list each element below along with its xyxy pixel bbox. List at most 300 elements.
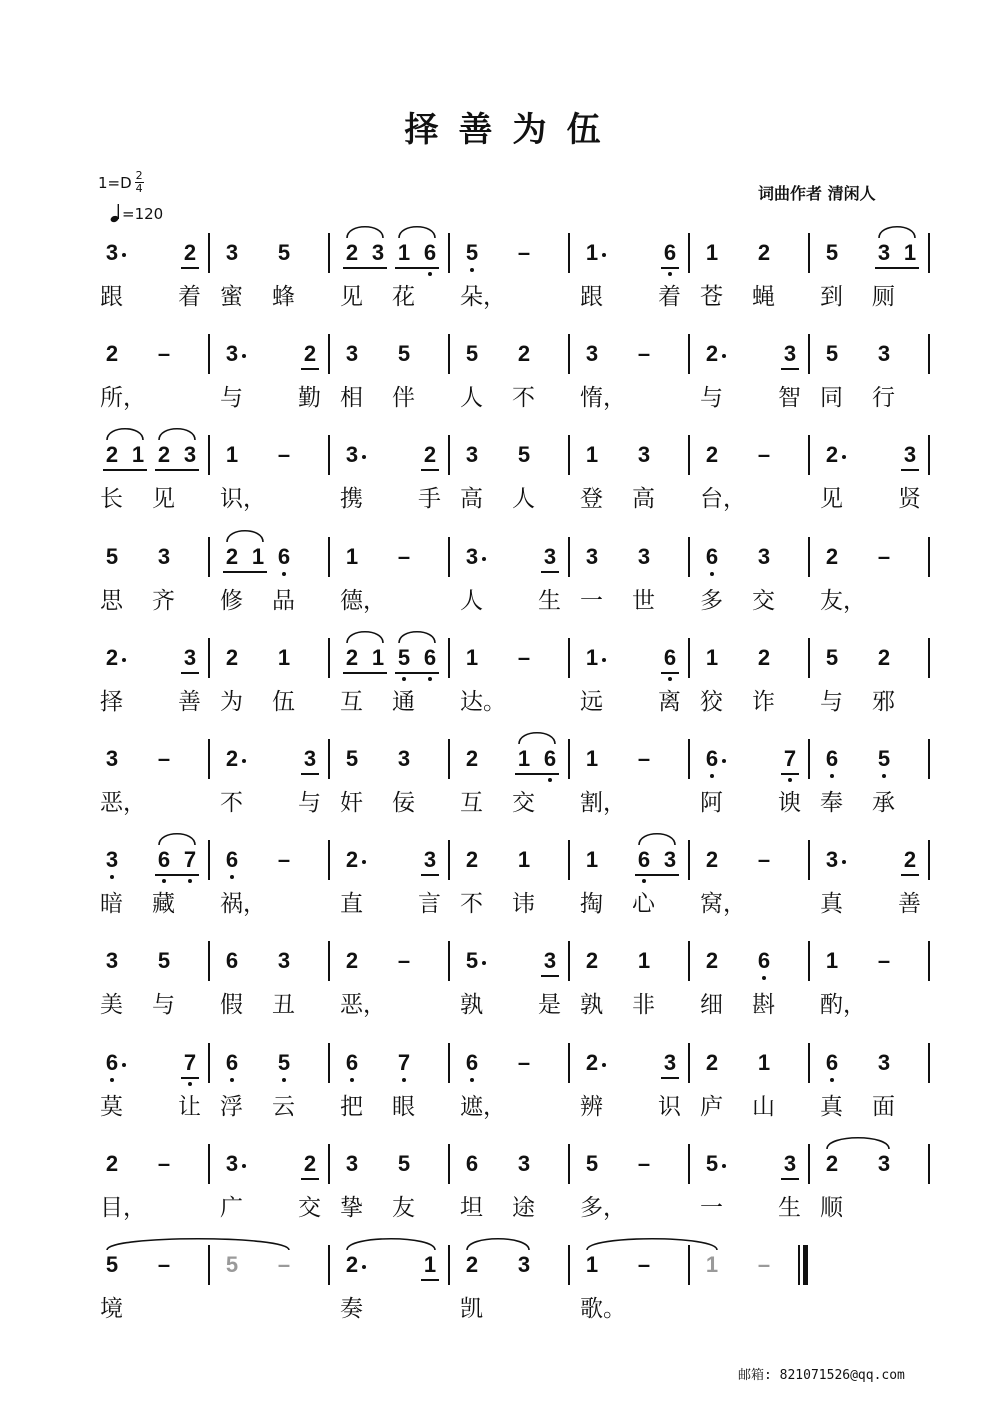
lyric-syllable: 蜜 <box>220 284 243 310</box>
underline-beam <box>223 571 267 573</box>
note: 2 <box>825 442 839 467</box>
lyric-syllable: 真 <box>820 1094 843 1120</box>
note: 2 <box>183 240 197 265</box>
note: 3 <box>303 746 317 771</box>
lyric-syllable: 歌。 <box>580 1296 626 1322</box>
bar-line <box>808 537 810 577</box>
bar-line <box>328 941 330 981</box>
note: 2 <box>825 1151 839 1176</box>
augmentation-dot <box>482 961 486 965</box>
note: 5 <box>825 341 839 366</box>
underline-beam <box>103 469 147 471</box>
note: 2 <box>465 1252 479 1277</box>
note: 5 <box>705 1151 719 1176</box>
bar-line <box>808 739 810 779</box>
lyric-syllable: 佞 <box>392 790 415 816</box>
lyric-syllable: 人 <box>460 385 483 411</box>
lyric-syllable: 坦 <box>460 1195 483 1221</box>
note: 3 <box>543 544 557 569</box>
underline-beam <box>875 267 919 269</box>
bar-line <box>568 638 570 678</box>
note: 2 <box>345 948 359 973</box>
dash-extension: – <box>637 1252 651 1277</box>
bar-line <box>328 334 330 374</box>
note: 2 <box>705 948 719 973</box>
underline-beam <box>181 672 199 674</box>
note: 5 <box>397 341 411 366</box>
lyric-syllable: 蜂 <box>272 284 295 310</box>
note: 2 <box>225 746 239 771</box>
augmentation-dot <box>242 759 246 763</box>
note: 3 <box>663 1050 677 1075</box>
low-octave-dot <box>230 875 234 879</box>
lyric-syllable: 跟 <box>580 284 603 310</box>
underline-beam <box>301 773 319 775</box>
note: 1 <box>225 442 239 467</box>
bar-line <box>808 941 810 981</box>
dash-extension: – <box>637 746 651 771</box>
low-octave-dot <box>642 879 646 883</box>
final-bar-thick <box>803 1245 808 1285</box>
lyric-syllable: 修 <box>220 588 243 614</box>
augmentation-dot <box>842 860 846 864</box>
lyric-syllable: 识 <box>658 1094 681 1120</box>
lyric-syllable: 境 <box>100 1296 123 1322</box>
bar-line <box>688 739 690 779</box>
lyric-syllable: 不 <box>220 790 243 816</box>
underline-beam <box>661 1077 679 1079</box>
lyric-syllable: 目， <box>100 1195 146 1221</box>
lyric-syllable: 心 <box>632 891 655 917</box>
lyric-syllable: 生 <box>538 588 561 614</box>
note: 3 <box>517 1151 531 1176</box>
bar-line <box>208 334 210 374</box>
lyric-syllable: 贤 <box>898 486 921 512</box>
bar-line <box>688 334 690 374</box>
lyric-syllable: 美 <box>100 992 123 1018</box>
note: 2 <box>705 442 719 467</box>
bar-line <box>928 1043 930 1083</box>
note: 3 <box>637 442 651 467</box>
lyric-syllable: 途 <box>512 1195 535 1221</box>
note: 1 <box>131 442 145 467</box>
note: 3 <box>585 341 599 366</box>
note: 6 <box>465 1050 479 1075</box>
lyric-syllable: 见 <box>152 486 175 512</box>
lyric-syllable: 见 <box>340 284 363 310</box>
lyric-syllable: 携 <box>340 486 363 512</box>
note: 2 <box>105 442 119 467</box>
underline-beam <box>301 1178 319 1180</box>
bar-line <box>208 638 210 678</box>
lyric-syllable: 蝇 <box>752 284 775 310</box>
bar-line <box>568 1043 570 1083</box>
note: 7 <box>783 746 797 771</box>
low-octave-dot <box>428 677 432 681</box>
dash-extension: – <box>517 1050 531 1075</box>
note: 3 <box>397 746 411 771</box>
note: 5 <box>585 1151 599 1176</box>
lyric-syllable: 厕 <box>872 284 895 310</box>
note: 3 <box>517 1252 531 1277</box>
low-octave-dot <box>282 572 286 576</box>
note: 5 <box>397 1151 411 1176</box>
lyric-syllable: 阿 <box>700 790 723 816</box>
low-octave-dot <box>402 1078 406 1082</box>
note: 6 <box>543 746 557 771</box>
lyric-syllable: 孰 <box>460 992 483 1018</box>
note: 2 <box>345 1252 359 1277</box>
note: 3 <box>757 544 771 569</box>
note: 3 <box>225 341 239 366</box>
lyric-syllable: 手 <box>418 486 441 512</box>
lyric-syllable: 识， <box>220 486 266 512</box>
note: 5 <box>465 341 479 366</box>
lyric-syllable: 面 <box>872 1094 895 1120</box>
note: 1 <box>277 645 291 670</box>
underline-beam <box>181 1077 199 1079</box>
note: 2 <box>585 1050 599 1075</box>
note: 5 <box>345 746 359 771</box>
lyric-syllable: 奏 <box>340 1296 363 1322</box>
note: 2 <box>517 341 531 366</box>
low-octave-dot <box>282 1078 286 1082</box>
note: 5 <box>465 948 479 973</box>
note: 2 <box>225 544 239 569</box>
bar-line <box>808 840 810 880</box>
underline-beam <box>661 672 679 674</box>
lyric-syllable: 苍 <box>700 284 723 310</box>
lyric-syllable: 多 <box>700 588 723 614</box>
note: 6 <box>465 1151 479 1176</box>
bar-line <box>328 840 330 880</box>
low-octave-dot <box>428 272 432 276</box>
lyric-syllable: 诈 <box>752 689 775 715</box>
lyric-syllable: 交 <box>752 588 775 614</box>
augmentation-dot <box>482 557 486 561</box>
bar-line <box>208 537 210 577</box>
note: 3 <box>903 442 917 467</box>
low-octave-dot <box>470 268 474 272</box>
note: 7 <box>183 847 197 872</box>
lyric-syllable: 奸 <box>340 790 363 816</box>
low-octave-dot <box>230 1078 234 1082</box>
note: 2 <box>303 1151 317 1176</box>
note: 5 <box>397 645 411 670</box>
bar-line <box>328 537 330 577</box>
low-octave-dot <box>188 879 192 883</box>
note: 3 <box>225 1151 239 1176</box>
note: 2 <box>465 746 479 771</box>
note: 5 <box>277 1050 291 1075</box>
lyric-syllable: 德， <box>340 588 386 614</box>
bar-line <box>448 1043 450 1083</box>
bar-line <box>808 334 810 374</box>
bar-line <box>688 638 690 678</box>
lyric-syllable: 友， <box>820 588 866 614</box>
underline-beam <box>901 469 919 471</box>
bar-line <box>568 334 570 374</box>
lyric-syllable: 直 <box>340 891 363 917</box>
note: 7 <box>397 1050 411 1075</box>
augmentation-dot <box>242 354 246 358</box>
dash-extension: – <box>877 948 891 973</box>
augmentation-dot <box>122 253 126 257</box>
lyric-syllable: 与 <box>298 790 321 816</box>
tempo-value: =120 <box>122 205 164 223</box>
bar-line <box>928 1144 930 1184</box>
final-bar-thin <box>798 1245 800 1285</box>
underline-beam <box>421 1279 439 1281</box>
note: 1 <box>517 847 531 872</box>
dash-extension: – <box>637 341 651 366</box>
bar-line <box>328 233 330 273</box>
note: 1 <box>637 948 651 973</box>
low-octave-dot <box>548 778 552 782</box>
note: 3 <box>105 746 119 771</box>
lyric-syllable: 为 <box>220 689 243 715</box>
bar-line <box>208 1245 210 1285</box>
note: 1 <box>345 544 359 569</box>
note: 3 <box>371 240 385 265</box>
note: 2 <box>705 847 719 872</box>
dash-extension: – <box>277 847 291 872</box>
note: 6 <box>225 1050 239 1075</box>
bar-line <box>328 638 330 678</box>
dash-extension: – <box>757 1252 771 1277</box>
bar-line <box>448 233 450 273</box>
note: 1 <box>517 746 531 771</box>
note: 6 <box>757 948 771 973</box>
lyric-syllable: 互 <box>340 689 363 715</box>
bar-line <box>208 435 210 475</box>
bar-line <box>448 840 450 880</box>
note: 6 <box>663 645 677 670</box>
lyric-syllable: 勤 <box>298 385 321 411</box>
note: 3 <box>465 544 479 569</box>
lyric-syllable: 莫 <box>100 1094 123 1120</box>
bar-line <box>328 1144 330 1184</box>
bar-line <box>208 1144 210 1184</box>
lyric-syllable: 伴 <box>392 385 415 411</box>
note: 6 <box>105 1050 119 1075</box>
lyric-syllable: 挚 <box>340 1195 363 1221</box>
augmentation-dot <box>362 455 366 459</box>
low-octave-dot <box>668 272 672 276</box>
bar-line <box>688 537 690 577</box>
bar-line <box>568 233 570 273</box>
lyric-syllable: 跟 <box>100 284 123 310</box>
lyric-syllable: 齐 <box>152 588 175 614</box>
low-octave-dot <box>710 572 714 576</box>
underline-beam <box>781 1178 799 1180</box>
bar-line <box>928 941 930 981</box>
lyric-syllable: 着 <box>178 284 201 310</box>
underline-beam <box>661 267 679 269</box>
note: 6 <box>637 847 651 872</box>
lyric-syllable: 品 <box>272 588 295 614</box>
song-title: 择善为伍 <box>404 110 621 150</box>
bar-line <box>448 1245 450 1285</box>
low-octave-dot <box>350 1078 354 1082</box>
lyric-syllable: 酌， <box>820 992 866 1018</box>
lyric-syllable: 着 <box>658 284 681 310</box>
lyric-syllable: 与 <box>700 385 723 411</box>
note: 1 <box>705 645 719 670</box>
bar-line <box>928 435 930 475</box>
lyric-syllable: 是 <box>538 992 561 1018</box>
bar-line <box>448 435 450 475</box>
lyric-syllable: 生 <box>778 1195 801 1221</box>
lyric-syllable: 狡 <box>700 689 723 715</box>
note: 2 <box>757 645 771 670</box>
dash-extension: – <box>397 948 411 973</box>
composer-credit: 词曲作者 清闲人 <box>758 184 876 203</box>
lyric-syllable: 藏 <box>152 891 175 917</box>
time-signature-top: 2 <box>135 169 143 182</box>
note: 3 <box>105 847 119 872</box>
lyric-syllable: 高 <box>460 486 483 512</box>
note: 1 <box>705 1252 719 1277</box>
lyric-syllable: 善 <box>898 891 921 917</box>
lyric-syllable: 与 <box>820 689 843 715</box>
bar-line <box>568 537 570 577</box>
bar-line <box>688 1245 690 1285</box>
contact-email: 邮箱: 821071526@qq.com <box>738 1368 905 1383</box>
note: 3 <box>183 645 197 670</box>
bar-line <box>688 435 690 475</box>
note: 5 <box>277 240 291 265</box>
augmentation-dot <box>602 658 606 662</box>
augmentation-dot <box>362 1265 366 1269</box>
augmentation-dot <box>722 354 726 358</box>
lyric-syllable: 智 <box>778 385 801 411</box>
note: 2 <box>105 645 119 670</box>
dash-extension: – <box>277 1252 291 1277</box>
note: 3 <box>277 948 291 973</box>
low-octave-dot <box>402 677 406 681</box>
bar-line <box>808 1144 810 1184</box>
lyric-syllable: 言 <box>418 891 441 917</box>
note: 2 <box>225 645 239 670</box>
note: 1 <box>585 442 599 467</box>
lyric-syllable: 把 <box>340 1094 363 1120</box>
bar-line <box>688 840 690 880</box>
bar-line <box>448 638 450 678</box>
note: 6 <box>225 847 239 872</box>
lyric-syllable: 不 <box>512 385 535 411</box>
lyric-syllable: 所， <box>100 385 146 411</box>
lyric-syllable: 通 <box>392 689 415 715</box>
underline-beam <box>515 773 559 775</box>
note: 3 <box>465 442 479 467</box>
lyric-syllable: 凯 <box>460 1296 483 1322</box>
note: 2 <box>757 240 771 265</box>
note: 2 <box>585 948 599 973</box>
note: 5 <box>825 645 839 670</box>
lyric-syllable: 恶， <box>340 992 386 1018</box>
dash-extension: – <box>877 544 891 569</box>
note: 3 <box>423 847 437 872</box>
bar-line <box>568 739 570 779</box>
lyric-syllable: 讳 <box>512 891 535 917</box>
lyric-syllable: 一 <box>700 1195 723 1221</box>
note: 1 <box>371 645 385 670</box>
lyric-syllable: 相 <box>340 385 363 411</box>
bar-line <box>208 941 210 981</box>
lyric-syllable: 顺 <box>820 1195 843 1221</box>
lyric-syllable: 到 <box>820 284 843 310</box>
low-octave-dot <box>762 976 766 980</box>
lyric-syllable: 人 <box>460 588 483 614</box>
bar-line <box>568 1144 570 1184</box>
underline-beam <box>343 267 387 269</box>
note: 6 <box>423 645 437 670</box>
lyric-syllable: 遮， <box>460 1094 506 1120</box>
note: 1 <box>465 645 479 670</box>
note: 3 <box>877 1151 891 1176</box>
note: 6 <box>345 1050 359 1075</box>
low-octave-dot <box>470 1078 474 1082</box>
bar-line <box>328 435 330 475</box>
bar-line <box>448 537 450 577</box>
lyric-syllable: 孰 <box>580 992 603 1018</box>
dash-extension: – <box>277 442 291 467</box>
note: 3 <box>825 847 839 872</box>
dash-extension: – <box>397 544 411 569</box>
lyric-syllable: 暗 <box>100 891 123 917</box>
note: 2 <box>345 847 359 872</box>
bar-line <box>568 435 570 475</box>
dash-extension: – <box>517 240 531 265</box>
note: 1 <box>397 240 411 265</box>
underline-beam <box>781 368 799 370</box>
bar-line <box>688 1043 690 1083</box>
note: 5 <box>105 1252 119 1277</box>
lyric-syllable: 真 <box>820 891 843 917</box>
note: 5 <box>825 240 839 265</box>
note: 1 <box>705 240 719 265</box>
note: 2 <box>105 1151 119 1176</box>
note: 5 <box>517 442 531 467</box>
lyric-syllable: 行 <box>872 385 895 411</box>
note: 1 <box>585 746 599 771</box>
bar-line <box>328 739 330 779</box>
lyric-syllable: 世 <box>632 588 655 614</box>
note: 1 <box>757 1050 771 1075</box>
lyric-syllable: 山 <box>752 1094 775 1120</box>
lyric-syllable: 浮 <box>220 1094 243 1120</box>
note: 3 <box>157 544 171 569</box>
lyric-syllable: 承 <box>872 790 895 816</box>
note: 1 <box>585 645 599 670</box>
augmentation-dot <box>242 1164 246 1168</box>
note: 2 <box>345 240 359 265</box>
low-octave-dot <box>668 677 672 681</box>
note: 5 <box>465 240 479 265</box>
bar-line <box>928 334 930 374</box>
underline-beam <box>343 672 387 674</box>
underline-beam <box>421 874 439 876</box>
lyric-syllable: 台， <box>700 486 746 512</box>
note: 2 <box>303 341 317 366</box>
lyric-syllable: 邪 <box>872 689 895 715</box>
bar-line <box>328 1245 330 1285</box>
bar-line <box>928 233 930 273</box>
bar-line <box>208 840 210 880</box>
augmentation-dot <box>602 253 606 257</box>
dash-extension: – <box>157 341 171 366</box>
